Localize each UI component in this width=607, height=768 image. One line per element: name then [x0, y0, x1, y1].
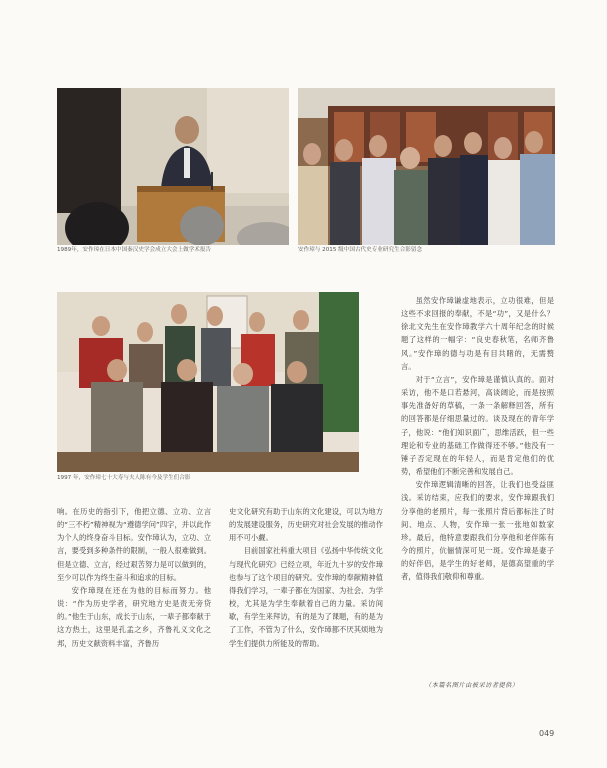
photo-credit: （本篇名图片由被采访者提供） [425, 682, 519, 689]
lecture-photo-image [57, 88, 289, 245]
paragraph: 响。在历史的指引下，他把立德、立功、立言的“三不朽”精神视为“遵德学问”四字，并以此作为个人的终身奋斗目标。安作璋认为，立功、立言，要受到多种条件的限制，一般人很难做到。但是立德、立言，经过艰苦努力是可以做到的，至少可以作为终生奋斗和追求的目标。 [57, 507, 211, 582]
paragraph: 目前国家社科重大项目《弘扬中华传统文化与现代化研究》已经立项，年近九十岁的安作璋也参与了这个项目的研究。安作璋的奉献精神值得我们学习，一辈子都在为国家、为社会、为学校，尤其是为学生奉献着自己的力量。采访间歇，有学生来拜访，有的是为了课题，有的是为了工作，不管为了什么，安作璋都不厌其烦地为学生们提供力所能及的帮助。 [229, 546, 383, 648]
paragraph: 虽然安作璋谦虚地表示，立功很难，但是这些不求回报的奉献，不是“功”，又是什么？徐北文先生在安作璋教学六十周年纪念的时候题了这样的一幅字：“良史春秋笔，名师齐鲁风。”安作璋的德与功是有目共睹的，无需赘言。 [401, 296, 554, 371]
photo-seventieth-birthday [57, 292, 359, 472]
paragraph: 安作璋现在还在为他的目标而努力。他说：“作为历史学者，研究地方史是责无旁贷的。”他生于山东，成长于山东，一辈子都奉献于这方热土，这里是孔孟之乡，齐鲁礼义文化之邦，历史文献资料丰富，齐鲁历 [57, 585, 211, 648]
photo1-caption: 1989年，安作璋在日本中国秦汉史学会成立大会上做学术报告 [57, 247, 212, 253]
paragraph: 史文化研究有助于山东的文化建设，可以为地方的发展建设服务，历史研究对社会发展的推动作用不可小觑。 [229, 507, 383, 543]
page-number: 049 [539, 729, 555, 738]
text-column-middle [229, 505, 383, 650]
birthday-photo-image [57, 292, 359, 472]
photo3-caption: 1997 年，安作璋七十大寿与夫人陈有今及学生们合影 [57, 475, 191, 481]
text-column-left [57, 505, 211, 650]
paragraph: 安作璋逻辑清晰的回答，让我们也受益匪浅。采访结束，应我们的要求，安作璋跟我们分享他的老照片，每一张照片背后都标注了时间、地点、人物，安作璋一张一张地如数家珍。最后，他特意要跟我们分享他和老伴陈有今的照片，伉俪情深可见一斑。安作璋是妻子的好伴侣，是学生的好老师，是德高望重的学者，值得我们敬仰和尊重。 [401, 480, 554, 582]
students-photo-image [298, 88, 555, 245]
paragraph: 对于“立言”，安作璋是谨慎认真的。面对采访，他不是口若悬河，高谈阔论，而是按照事先准备好的草稿，一条一条解释回答，所有的回答都是仔细思量过的。谈及现在的青年学子，他说：“他们知识面广，思维活跃，但一些理论和专业的基础工作做得还不够。”他没有一锤子否定现在的年轻人，而是肯定他们的优势，希望他们不断完善和发展自己。 [401, 374, 554, 477]
photo-lecture [57, 88, 289, 245]
text-column-right [401, 294, 554, 583]
photo-graduate-students [298, 88, 555, 245]
photo2-caption: 安作璋与 2015 级中国古代史专业研究生合影留念 [298, 247, 423, 253]
